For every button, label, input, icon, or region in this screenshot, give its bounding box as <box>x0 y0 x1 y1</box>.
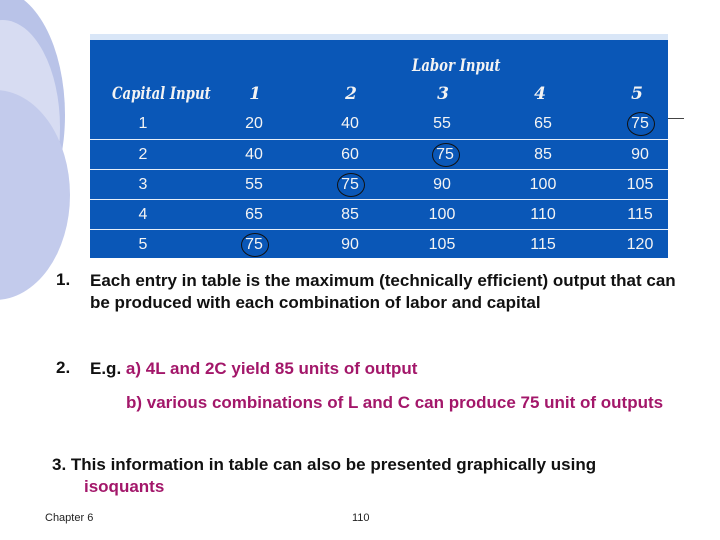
capital-value: 5 <box>138 236 148 253</box>
output-cell: 60 <box>341 146 359 163</box>
output-cell: 100 <box>428 206 456 223</box>
output-cell: 100 <box>529 176 557 193</box>
capital-value: 1 <box>138 115 148 132</box>
output-cell: 40 <box>245 146 263 163</box>
output-cell: 85 <box>534 146 552 163</box>
capital-input-label: Capital Input <box>112 84 211 104</box>
output-cell-circled: 75 <box>325 170 375 200</box>
output-cell: 65 <box>534 115 552 132</box>
point-3-highlight: isoquants <box>84 477 165 496</box>
column-header: 2 <box>345 84 357 104</box>
point-3-main: 3. This information in table can also be presented graphically using <box>52 455 597 474</box>
labor-input-label: Labor Input <box>412 56 501 76</box>
output-cell: 115 <box>530 236 556 253</box>
output-cell: 120 <box>626 236 654 253</box>
production-table <box>90 34 668 258</box>
capital-value: 3 <box>138 176 148 193</box>
output-cell: 90 <box>631 146 649 163</box>
output-cell: 115 <box>627 206 653 223</box>
column-header: 4 <box>534 84 546 104</box>
footer-chapter: Chapter 6 <box>45 512 94 524</box>
point-2-prefix: E.g. <box>90 359 122 378</box>
capital-value: 2 <box>138 146 148 163</box>
table-row <box>90 109 668 139</box>
output-cell: 105 <box>626 176 654 193</box>
page-number: 110 <box>352 512 370 524</box>
point-2-number: 2. <box>56 358 71 377</box>
capital-value: 4 <box>138 206 148 223</box>
output-cell: 90 <box>341 236 359 253</box>
output-cell: 55 <box>433 115 451 132</box>
column-header: 3 <box>437 84 449 104</box>
point-1-text: Each entry in table is the maximum (technically efficient) output that can be produced with each combination of labor and capital <box>90 271 676 312</box>
output-cell-circled: 75 <box>229 230 279 260</box>
table-row <box>90 199 668 230</box>
output-cell: 40 <box>341 115 359 132</box>
point-2-line <box>90 358 690 380</box>
output-cell: 105 <box>428 236 456 253</box>
table-row <box>90 139 668 170</box>
table-row <box>90 169 668 200</box>
output-cell: 65 <box>245 206 263 223</box>
point-2-example-b: b) various combinations of L and C can produce 75 unit of outputs <box>126 393 664 412</box>
point-2-example-a: a) 4L and 2C yield 85 units of output <box>125 359 418 378</box>
output-cell: 20 <box>245 115 263 132</box>
output-cell: 55 <box>245 176 263 193</box>
point-1-number: 1. <box>56 270 71 289</box>
output-cell: 110 <box>530 206 556 223</box>
table-row <box>90 229 668 260</box>
leader-line <box>668 118 684 119</box>
point-3-text <box>52 454 712 498</box>
column-header: 1 <box>249 84 261 104</box>
column-header: 5 <box>631 84 643 104</box>
output-cell: 85 <box>341 206 359 223</box>
output-cell-circled: 75 <box>615 109 665 139</box>
output-cell-circled: 75 <box>420 140 470 170</box>
output-cell: 90 <box>433 176 451 193</box>
